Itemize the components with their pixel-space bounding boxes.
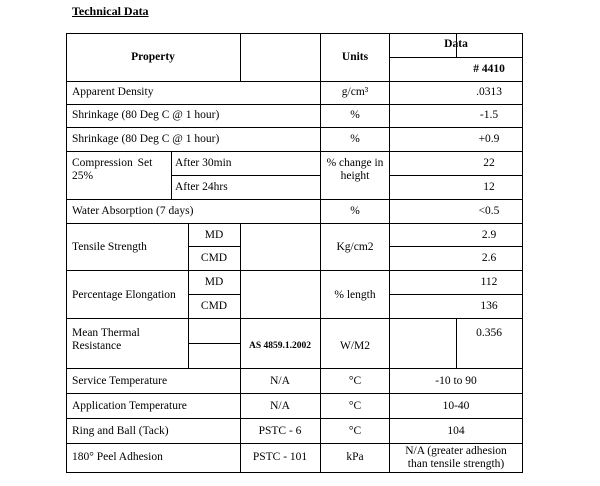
row-units: % length <box>334 289 376 301</box>
table-border <box>240 223 241 473</box>
table-border <box>389 33 390 473</box>
row-property: Apparent Density <box>72 86 154 98</box>
table-border <box>188 246 240 247</box>
table-border <box>66 418 523 419</box>
header-grade: # 4410 <box>473 63 505 75</box>
row-units: °C <box>348 425 362 437</box>
row-value: <0.5 <box>478 205 500 217</box>
row-units: Kg/cm2 <box>336 241 374 253</box>
row-value: N/A (greater adhesion <box>405 445 507 457</box>
row-value: 2.6 <box>481 252 497 264</box>
table-border <box>66 368 523 369</box>
row-value: +0.9 <box>478 133 500 145</box>
row-property: Application Temperature <box>72 400 187 412</box>
row-units: % change in <box>326 157 384 169</box>
table-border <box>66 81 523 82</box>
table-border <box>66 127 523 128</box>
header-units: Units <box>341 51 369 63</box>
row-value: 2.9 <box>481 229 497 241</box>
table-border <box>66 472 523 473</box>
row-subproperty: MD <box>204 276 224 288</box>
table-border <box>66 393 523 394</box>
row-subproperty: After 30min <box>175 157 232 169</box>
row-value: .0313 <box>476 86 502 98</box>
table-border <box>389 175 523 176</box>
row-units: % <box>350 205 360 217</box>
row-property: Tensile Strength <box>72 241 147 253</box>
row-value: than tensile strength) <box>407 458 505 470</box>
header-property: Property <box>131 51 175 63</box>
table-border <box>188 223 189 368</box>
row-units: W/M2 <box>339 340 371 352</box>
header-data: Data <box>444 38 468 50</box>
row-property: Percentage Elongation <box>72 289 176 301</box>
row-subproperty: CMD <box>200 300 228 312</box>
row-property: Compression Set <box>72 157 153 169</box>
row-units: kPa <box>346 451 364 463</box>
table-border <box>522 33 523 473</box>
row-standard: N/A <box>270 400 290 412</box>
row-units: °C <box>348 400 362 412</box>
row-subproperty: MD <box>204 229 224 241</box>
row-value: -1.5 <box>479 109 499 121</box>
row-units: °C <box>348 375 362 387</box>
table-border <box>389 57 523 58</box>
row-units: g/cm³ <box>341 86 369 98</box>
table-border <box>66 318 523 319</box>
row-standard: PSTC - 101 <box>252 451 308 463</box>
row-units: % <box>350 133 360 145</box>
row-value: 10-40 <box>442 400 470 412</box>
row-standard: AS 4859.1.2002 <box>248 341 312 351</box>
row-property: Shrinkage (80 Deg C @ 1 hour) <box>72 109 220 121</box>
row-units: height <box>340 170 370 182</box>
table-border <box>389 294 523 295</box>
row-value: 0.356 <box>476 327 502 339</box>
table-border <box>66 33 67 473</box>
row-property: Mean Thermal <box>72 327 140 339</box>
table-border <box>188 343 240 344</box>
row-subproperty: After 24hrs <box>175 181 228 193</box>
table-border <box>66 223 523 224</box>
row-value: 136 <box>480 300 498 312</box>
row-property: 180° Peel Adhesion <box>72 451 163 463</box>
table-border <box>320 223 321 473</box>
table-border <box>188 294 240 295</box>
page-title: Technical Data <box>72 4 149 18</box>
row-property: Service Temperature <box>72 375 168 387</box>
row-standard: PSTC - 6 <box>258 425 302 437</box>
table-border <box>320 199 321 223</box>
table-border <box>456 318 457 368</box>
table-border <box>66 151 523 152</box>
table-border <box>66 443 523 444</box>
row-standard: N/A <box>270 375 290 387</box>
row-units: % <box>350 109 360 121</box>
table-border <box>66 270 523 271</box>
row-value: -10 to 90 <box>435 375 477 387</box>
row-property: Water Absorption (7 days) <box>72 205 194 217</box>
row-value: 12 <box>483 181 495 193</box>
row-value: 104 <box>447 425 465 437</box>
table-border <box>171 151 172 199</box>
table-border <box>240 33 241 81</box>
table-border <box>320 151 321 199</box>
table-border <box>389 246 523 247</box>
row-subproperty: CMD <box>200 252 228 264</box>
table-border <box>66 33 523 34</box>
table-border <box>66 199 523 200</box>
row-property: Shrinkage (80 Deg C @ 1 hour) <box>72 133 220 145</box>
table-border <box>171 175 320 176</box>
row-property: 25% <box>72 170 94 182</box>
table-border <box>320 33 321 81</box>
row-property: Resistance <box>72 340 122 352</box>
row-property: Ring and Ball (Tack) <box>72 425 169 437</box>
table-border <box>66 104 523 105</box>
table-border <box>320 81 321 151</box>
row-value: 112 <box>480 276 498 288</box>
row-value: 22 <box>483 157 495 169</box>
